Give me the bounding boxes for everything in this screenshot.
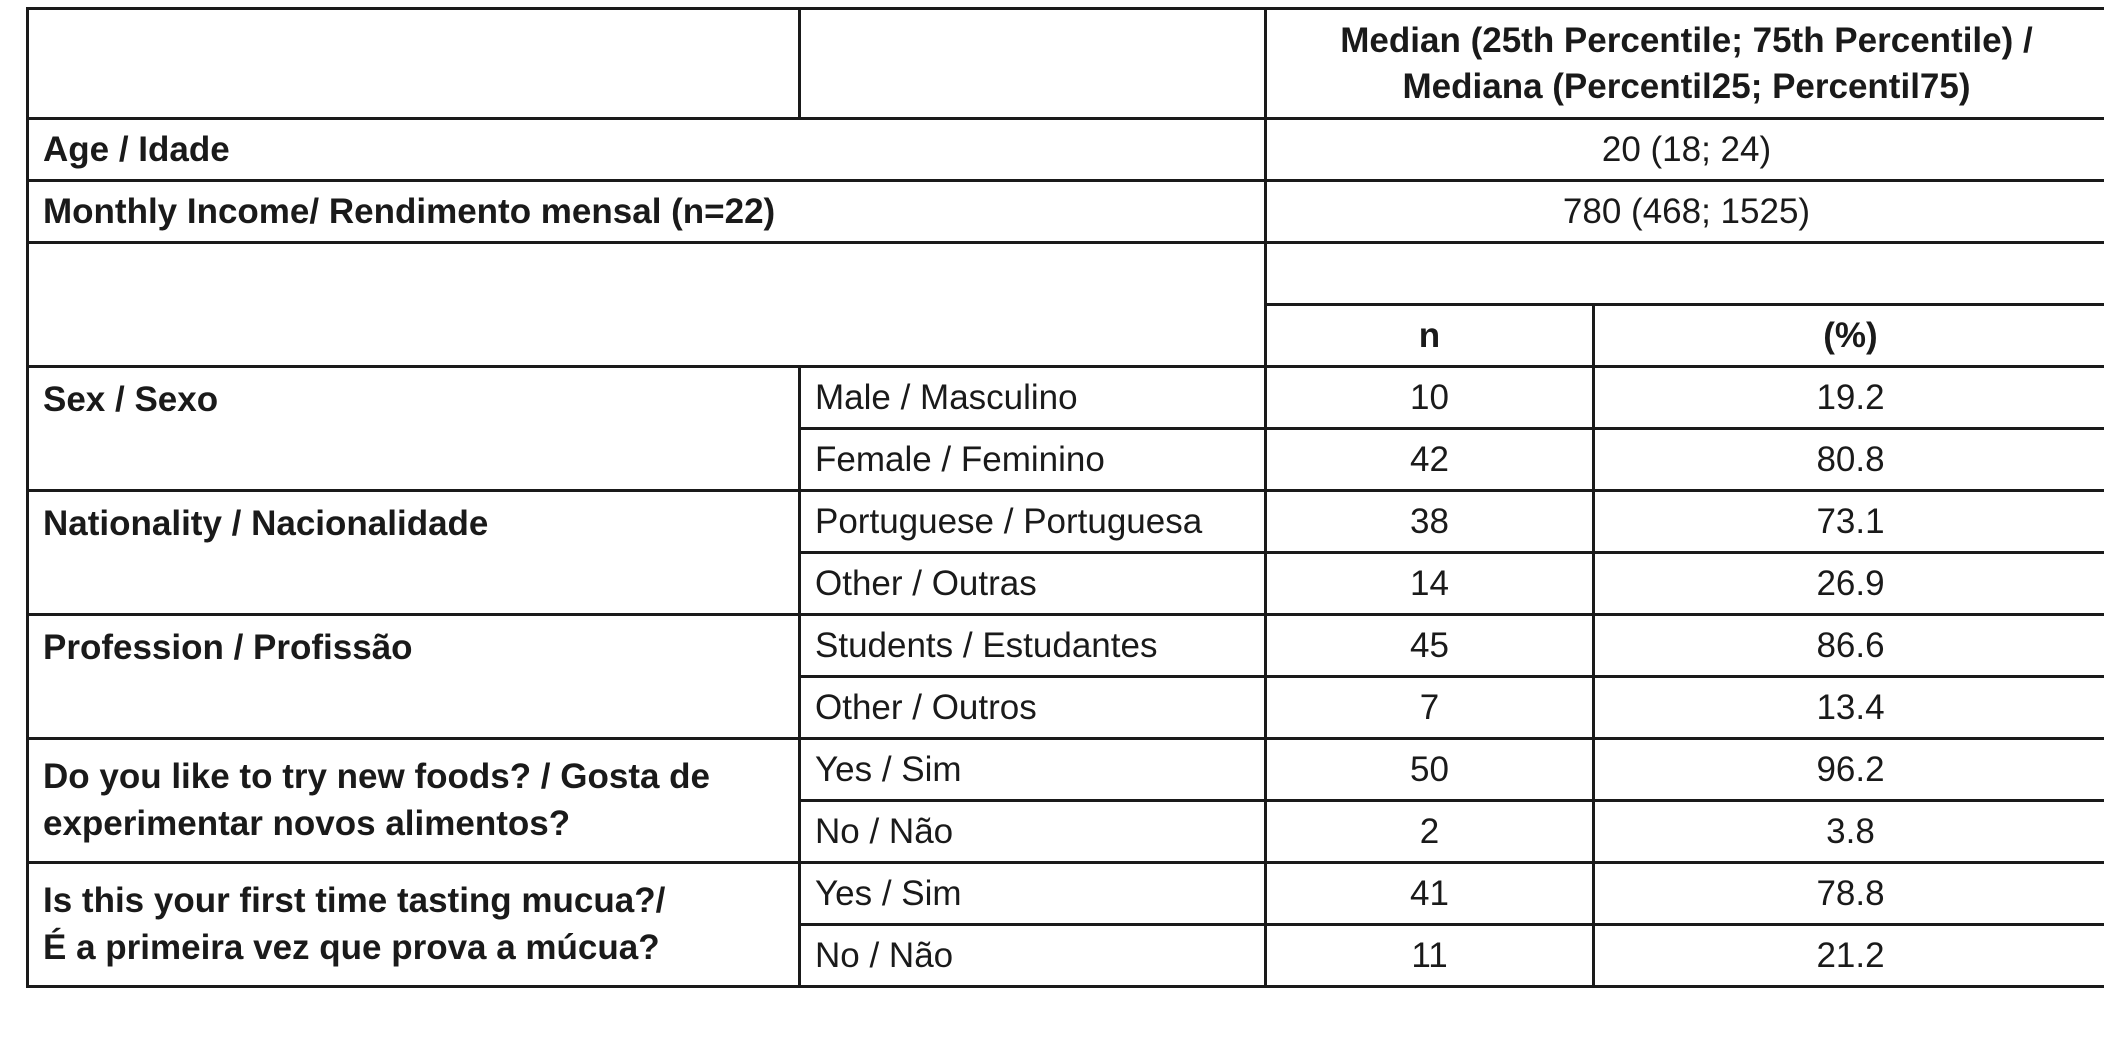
n-cell: 2	[1266, 801, 1594, 863]
table-row-income	[28, 181, 2104, 243]
category-cell: Female / Feminino	[800, 429, 1266, 491]
n-cell: 11	[1266, 925, 1594, 987]
category-cell: No / Não	[800, 925, 1266, 987]
pct-cell: 3.8	[1594, 801, 2104, 863]
table-row	[28, 491, 2104, 553]
n-cell: 42	[1266, 429, 1594, 491]
median-header-line-1: Median (25th Percentile; 75th Percentile) /	[1340, 21, 2033, 60]
empty-cell	[800, 9, 1266, 119]
income-value: 780 (468; 1525)	[1266, 181, 2104, 243]
group-label-profession: Profession / Profissão	[28, 615, 800, 739]
pct-cell: 19.2	[1594, 367, 2104, 429]
pct-cell: 73.1	[1594, 491, 2104, 553]
pct-cell: 96.2	[1594, 739, 2104, 801]
col-n-header: n	[1266, 305, 1594, 367]
age-label: Age / Idade	[28, 119, 1266, 181]
demographics-table	[26, 7, 2104, 988]
group-label-first-time-line-1: Is this your first time tasting mucua?/	[43, 881, 666, 921]
spacer-cell	[28, 243, 1266, 367]
table-row	[28, 367, 2104, 429]
category-cell: Male / Masculino	[800, 367, 1266, 429]
median-header-line-2: Mediana (Percentil25; Percentil75)	[1402, 66, 1971, 106]
pct-cell: 21.2	[1594, 925, 2104, 987]
table-row-spacer	[28, 243, 2104, 305]
category-cell: Yes / Sim	[800, 739, 1266, 801]
median-header	[1266, 9, 2104, 119]
table-row-age	[28, 119, 2104, 181]
pct-cell: 13.4	[1594, 677, 2104, 739]
n-cell: 10	[1266, 367, 1594, 429]
pct-cell: 26.9	[1594, 553, 2104, 615]
group-label-first-time	[28, 863, 800, 987]
group-label-first-time-line-2: É a primeira vez que prova a múcua?	[43, 927, 660, 967]
group-label-new-foods: Do you like to try new foods? / Gosta de experimentar novos alimentos?	[28, 739, 800, 863]
category-cell: No / Não	[800, 801, 1266, 863]
table-header-row	[28, 9, 2104, 119]
empty-cell	[28, 9, 800, 119]
table-row	[28, 739, 2104, 801]
table-row	[28, 615, 2104, 677]
pct-cell: 80.8	[1594, 429, 2104, 491]
category-cell: Other / Outras	[800, 553, 1266, 615]
n-cell: 50	[1266, 739, 1594, 801]
pct-cell: 78.8	[1594, 863, 2104, 925]
group-label-nationality: Nationality / Nacionalidade	[28, 491, 800, 615]
category-cell: Portuguese / Portuguesa	[800, 491, 1266, 553]
spacer-cell-right	[1266, 243, 2104, 305]
category-cell: Other / Outros	[800, 677, 1266, 739]
income-label: Monthly Income/ Rendimento mensal (n=22)	[28, 181, 1266, 243]
age-value: 20 (18; 24)	[1266, 119, 2104, 181]
table-row	[28, 863, 2104, 925]
n-cell: 45	[1266, 615, 1594, 677]
category-cell: Yes / Sim	[800, 863, 1266, 925]
n-cell: 41	[1266, 863, 1594, 925]
col-pct-header: (%)	[1594, 305, 2104, 367]
pct-cell: 86.6	[1594, 615, 2104, 677]
group-label-sex: Sex / Sexo	[28, 367, 800, 491]
category-cell: Students / Estudantes	[800, 615, 1266, 677]
n-cell: 38	[1266, 491, 1594, 553]
n-cell: 7	[1266, 677, 1594, 739]
n-cell: 14	[1266, 553, 1594, 615]
